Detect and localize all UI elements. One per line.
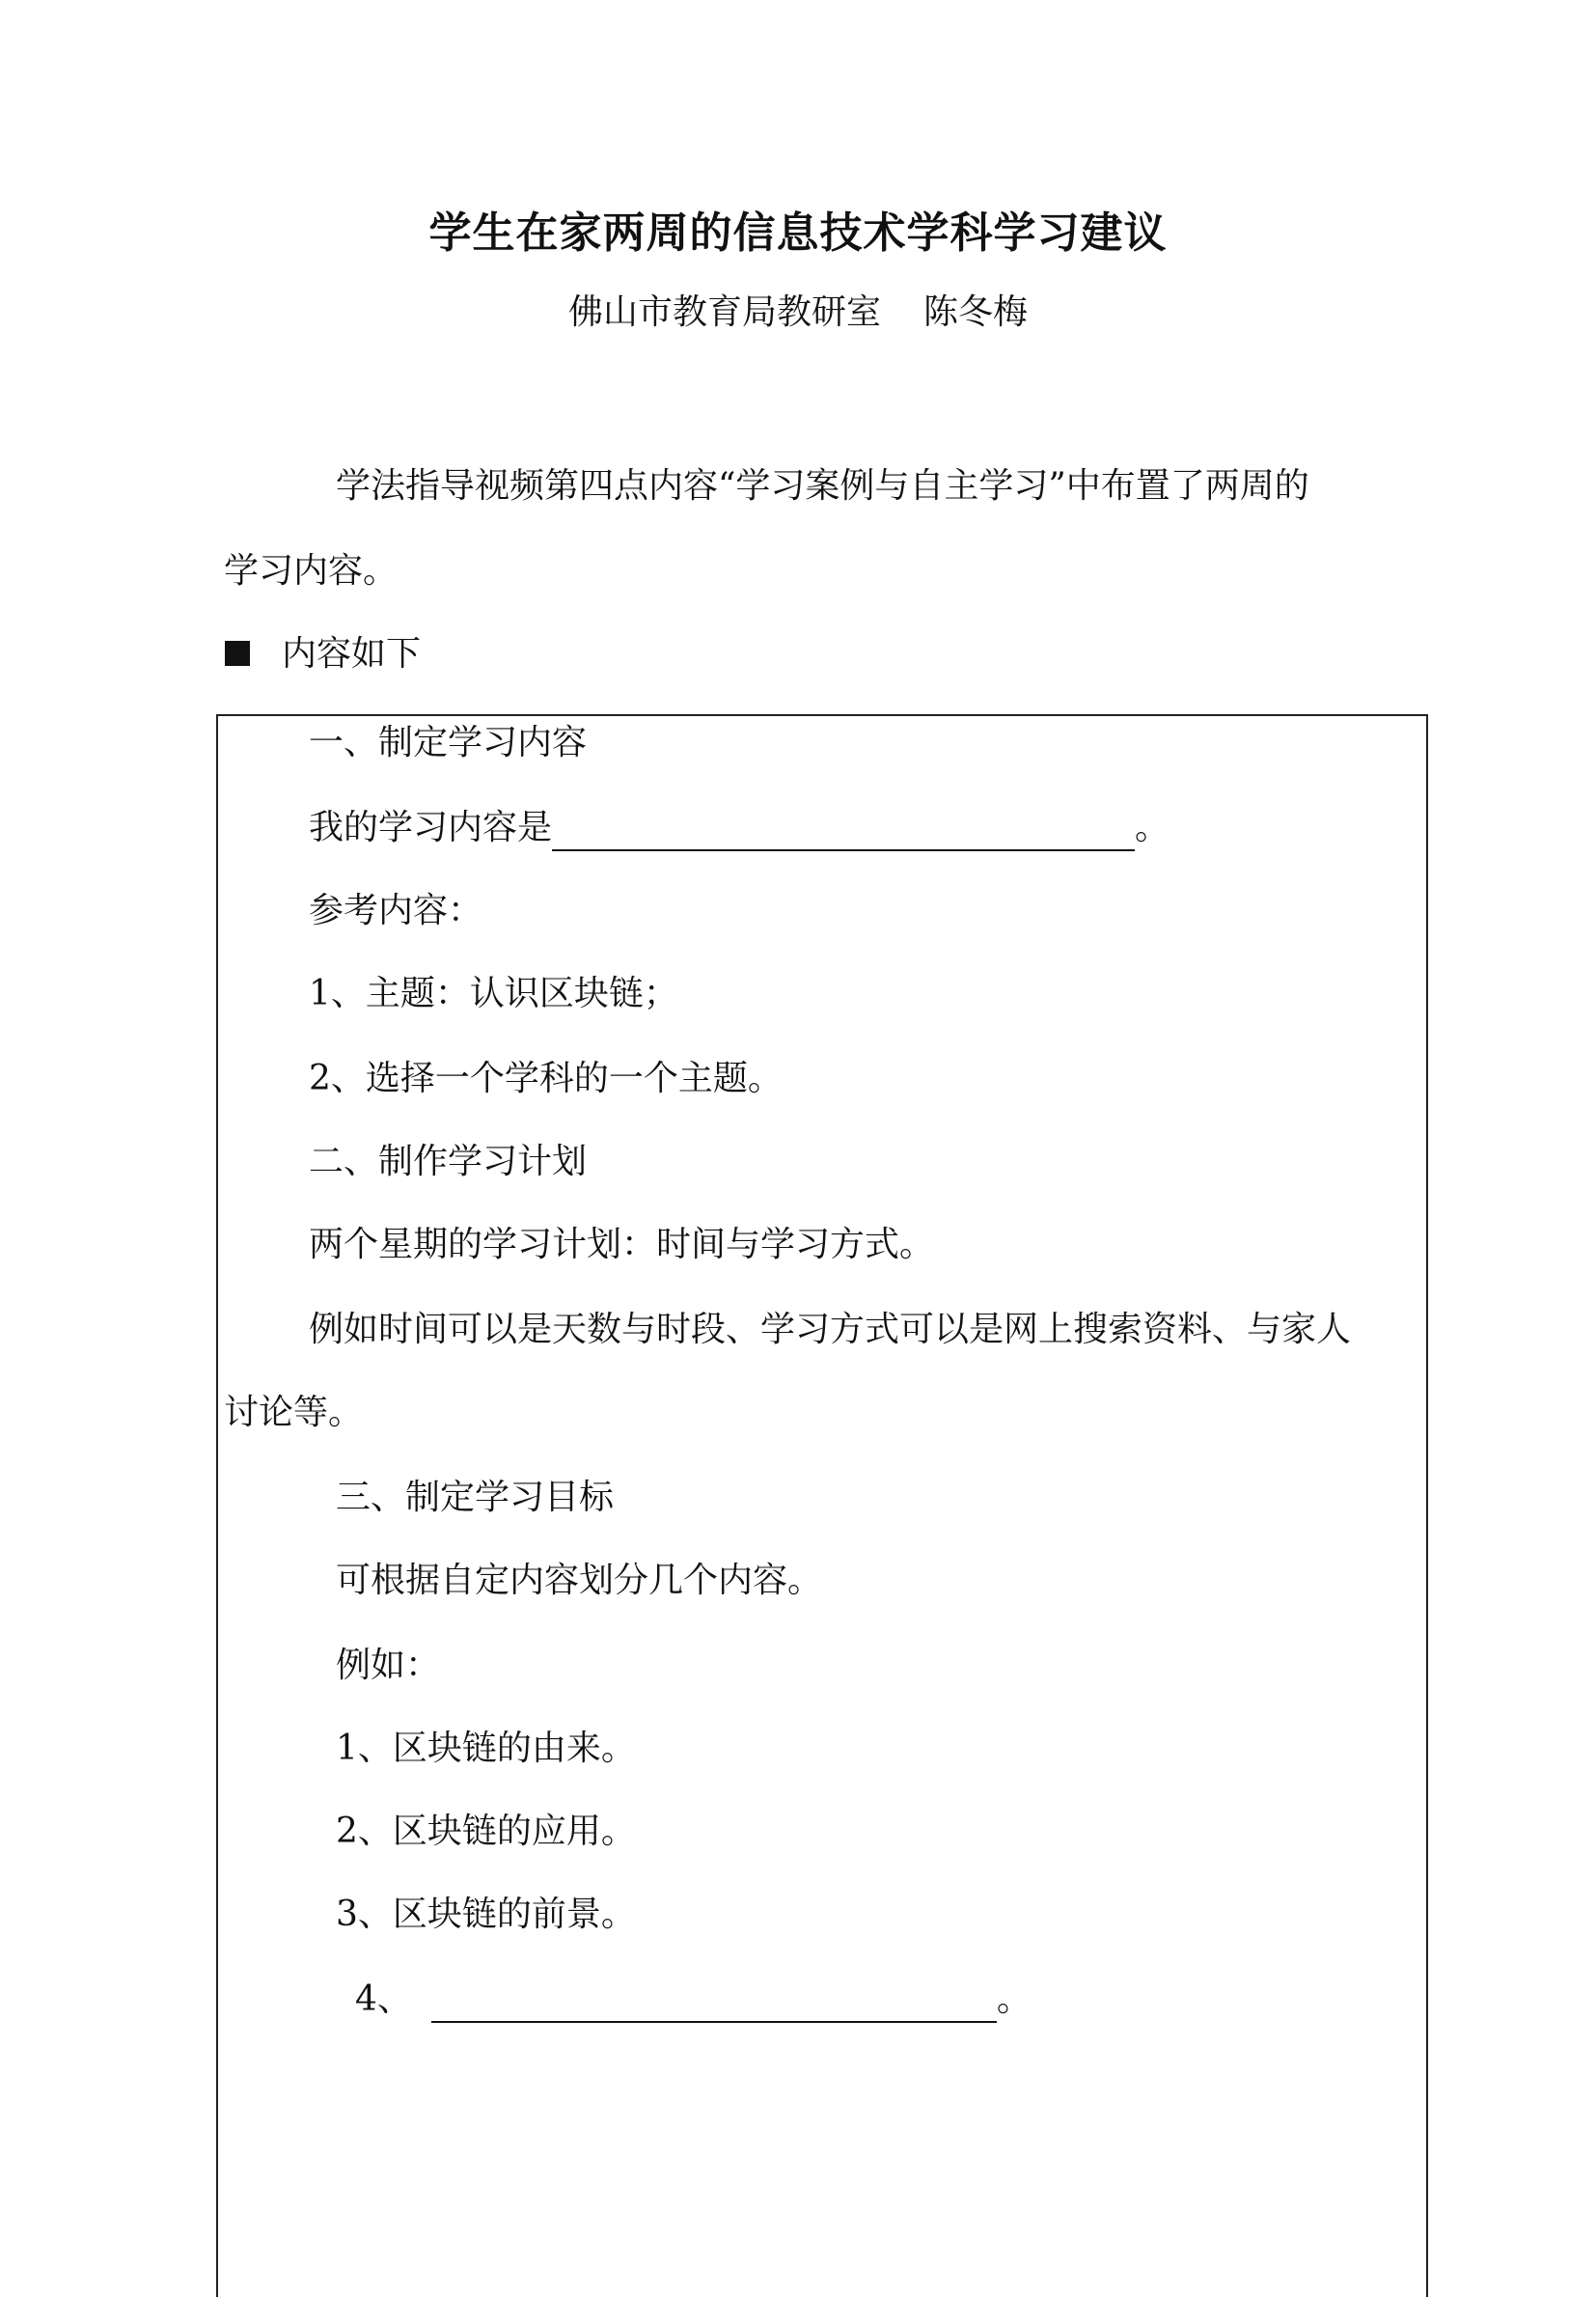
intro-paragraph-line-1: 学法指导视频第四点内容“学习案例与自主学习”中布置了两周的 xyxy=(336,466,1309,506)
section3-example-label: 例如： xyxy=(336,1646,441,1685)
section1-item-2: 2、选择一个学科的一个主题。 xyxy=(309,1059,783,1098)
section2-line-2a: 例如时间可以是天数与时段、学习方式可以是网上搜索资料、与家人 xyxy=(309,1310,1352,1349)
section3-item-4-suffix: 。 xyxy=(996,1979,1032,2019)
section3-item-4 xyxy=(355,1977,1032,2023)
bullet-text: 内容如下 xyxy=(282,634,422,674)
section1-heading: 一、制定学习内容 xyxy=(309,723,588,762)
section2-line-1: 两个星期的学习计划：时间与学习方式。 xyxy=(309,1225,935,1264)
square-bullet-icon xyxy=(225,641,250,666)
intro-paragraph-line-2: 学习内容。 xyxy=(224,551,399,591)
section3-item-4-prefix: 4、 xyxy=(355,1979,412,2019)
author-name: 陈冬梅 xyxy=(923,292,1029,332)
section1-fill-suffix: 。 xyxy=(1135,808,1170,847)
section1-ref-label: 参考内容： xyxy=(309,891,483,930)
section1-fill-line xyxy=(309,805,1169,851)
section2-heading: 二、制作学习计划 xyxy=(309,1142,588,1181)
section1-fill-prefix: 我的学习内容是 xyxy=(309,808,553,847)
section2-line-2b: 讨论等。 xyxy=(224,1393,364,1432)
document-title: 学生在家两周的信息技术学科学习建议 xyxy=(428,208,1168,258)
section3-item-2: 2、区块链的应用。 xyxy=(336,1812,636,1851)
section3-line-1: 可根据自定内容划分几个内容。 xyxy=(336,1561,823,1600)
section3-item-3: 3、区块链的前景。 xyxy=(336,1895,636,1934)
section3-blank-field[interactable] xyxy=(431,1982,997,2023)
section3-item-1: 1、区块链的由来。 xyxy=(336,1729,636,1768)
section1-item-1: 1、主题：认识区块链； xyxy=(309,974,678,1013)
author-org: 佛山市教育局教研室 xyxy=(567,292,881,332)
section1-blank-field[interactable] xyxy=(552,811,1135,851)
section3-heading: 三、制定学习目标 xyxy=(336,1478,615,1517)
author-line xyxy=(0,290,1596,336)
